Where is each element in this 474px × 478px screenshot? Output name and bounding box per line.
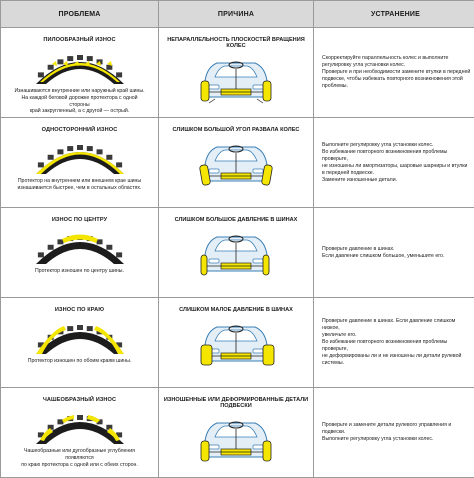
fix-line: Проверьте и при необходимости замените втулки в передней	[322, 69, 471, 76]
problem-cell	[1, 388, 159, 478]
tire-edge-icon	[32, 316, 128, 356]
car-diagram-icon	[195, 135, 277, 193]
fix-text	[322, 208, 471, 297]
header-cause: ПРИЧИНА	[159, 1, 314, 28]
fix-cell	[314, 118, 474, 208]
cause-title: ИЗНОШЕННЫЕ ИЛИ ДЕФОРМИРОВАННЫЕ ДЕТАЛИ ПОДВЕСКИ	[159, 397, 313, 409]
problem-title: ИЗНОС ПО ЦЕНТРУ	[1, 217, 158, 223]
fix-cell	[314, 298, 474, 388]
tire-center-icon	[32, 226, 128, 266]
fix-line: Выполните регулировку угла установки колес.	[322, 142, 471, 149]
problem-description-line: Протектор изношен по центру шины.	[11, 268, 148, 275]
fix-line: Во избежание повторного возникновения проблемы проверьте,	[322, 339, 471, 353]
fix-line: Проверьте давление в шинах.	[322, 246, 471, 253]
problem-description-line: изнашивается быстрее, чем в остальных областях.	[11, 185, 148, 192]
table-row	[1, 388, 474, 478]
fix-line: Проверьте давление в шинах. Если давление слишком низкое,	[322, 318, 471, 332]
problem-description-line: На каждой беговой дорожке протектора с одной стороны	[11, 95, 148, 109]
problem-description-line: Протектор изношен по обоим краям шины.	[11, 358, 148, 365]
table-row	[1, 28, 474, 118]
cause-title: СЛИШКОМ МАЛОЕ ДАВЛЕНИЕ В ШИНАХ	[159, 307, 313, 313]
problem-description	[1, 356, 158, 365]
cause-cell	[159, 298, 314, 388]
fix-line: не деформированы ли и не изношены ли детали рулевой системы.	[322, 353, 471, 367]
problem-description-line: Протектор на внутреннем или внешнем крае шины	[11, 178, 148, 185]
car-diagram-icon	[195, 51, 277, 109]
fix-line: регулировку угла установки колес.	[322, 62, 471, 69]
cause-cell	[159, 388, 314, 478]
problem-description-line: по краю протектора с одной или с обеих сторон.	[11, 462, 148, 469]
fix-cell	[314, 388, 474, 478]
problem-cell	[1, 208, 159, 298]
fix-line: проблемы.	[322, 83, 471, 90]
fix-text	[322, 28, 471, 117]
table-row	[1, 118, 474, 208]
car-diagram-icon	[195, 315, 277, 373]
cause-title: НЕПАРАЛЛЕЛЬНОСТЬ ПЛОСКОСТЕЙ ВРАЩЕНИЯ КОЛЕС	[159, 37, 313, 49]
fix-line: не изношены ли амортизаторы, шаровые шарниры и втулки	[322, 163, 471, 170]
cause-cell	[159, 28, 314, 118]
fix-line: подвеске, чтобы избежать повторного возникновения этой	[322, 76, 471, 83]
problem-cell	[1, 28, 159, 118]
problem-title: ИЗНОС ПО КРАЮ	[1, 307, 158, 313]
problem-description	[1, 446, 158, 468]
table-row	[1, 208, 474, 298]
tire-oneside-icon	[32, 136, 128, 176]
fix-line: Проверьте и замените детали рулевого управления и подвески.	[322, 422, 471, 436]
header-fix: УСТРАНЕНИЕ	[314, 1, 474, 28]
problem-cell	[1, 118, 159, 208]
fix-text	[322, 388, 471, 477]
problem-description-line: Изнашиваются внутренние или наружный край шины.	[11, 88, 148, 95]
fix-line: Выполните регулировку угла установки колес.	[322, 436, 471, 443]
tire-cupping-icon	[32, 406, 128, 446]
fix-line: увеличьте его.	[322, 332, 471, 339]
problem-description	[1, 176, 158, 192]
problem-cell	[1, 298, 159, 388]
problem-description	[1, 266, 158, 275]
cause-cell	[159, 118, 314, 208]
problem-title: ЧАШЕОБРАЗНЫЙ ИЗНОС	[1, 397, 158, 403]
problem-title: ОДНОСТОРОННИЙ ИЗНОС	[1, 127, 158, 133]
fix-line: Замените изношенные детали.	[322, 177, 471, 184]
problem-title: ПИЛООБРАЗНЫЙ ИЗНОС	[1, 37, 158, 43]
table-row	[1, 298, 474, 388]
car-diagram-icon	[195, 225, 277, 283]
fix-text	[322, 298, 471, 387]
fix-line: Если давление слишком большое, уменьшите его.	[322, 253, 471, 260]
problem-description-line: край закругленный, а с другой — острый.	[11, 108, 148, 115]
cause-cell	[159, 208, 314, 298]
header-problem: ПРОБЛЕМА	[1, 1, 159, 28]
fix-cell	[314, 28, 474, 118]
fix-line: в передней подвеске.	[322, 170, 471, 177]
cause-title: СЛИШКОМ БОЛЬШОЕ ДАВЛЕНИЕ В ШИНАХ	[159, 217, 313, 223]
problem-description-line: Чашеобразные или дугообразные углубления появляются	[11, 448, 148, 462]
cause-title: СЛИШКОМ БОЛЬШОЙ УГОЛ РАЗВАЛА КОЛЕС	[159, 127, 313, 133]
car-diagram-icon	[195, 411, 277, 469]
table-header-row	[1, 1, 474, 28]
fix-line: Скорректируйте параллельность колес и выполните	[322, 55, 471, 62]
tire-sawtooth-icon	[32, 46, 128, 86]
fix-cell	[314, 208, 474, 298]
fix-line: Во избежание повторного возникновения проблемы проверьте,	[322, 149, 471, 163]
problem-description	[1, 86, 158, 115]
fix-text	[322, 118, 471, 207]
